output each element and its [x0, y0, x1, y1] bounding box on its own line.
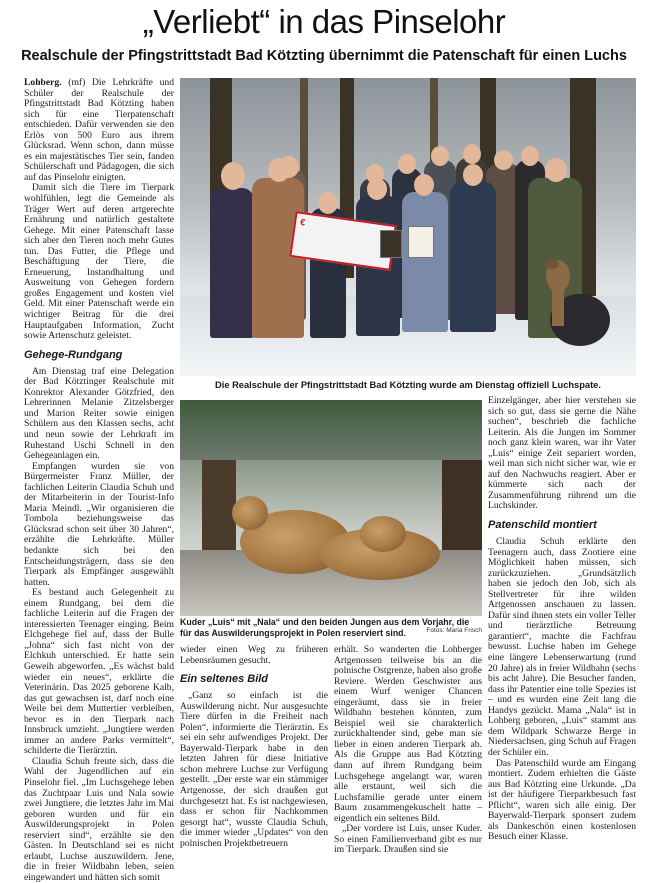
- lynx-photo: [180, 400, 482, 616]
- paragraph: [24, 78, 174, 183]
- paragraph: Empfangen wurden sie von Bürgermeister Franz Müller, der fachlichen Leiterin Claudia Schuh und der Mitarbeiterin in der Tourist-Info Maria Meindl. „Wir organisieren die Tombola beziehungsweise das Glücksrad schon seit über 30 Jahren“, erzählte die Lehrkräfte. Müller bedankte sich bei den Entscheidungsträgern, dass sie den Tierpark als Empfänger ausgewählt hatten.: [24, 460, 174, 588]
- person-head: [521, 146, 539, 166]
- photo-credit: Fotos: Maria Frisch: [426, 627, 482, 634]
- lynx-head: [232, 496, 268, 530]
- article-column-3: [334, 644, 482, 856]
- person: [450, 182, 496, 332]
- paragraph: Das Patenschild wurde am Eingang montiert. Zudem erhielten die Gäste aus Bad Kötzting eine Urkunde. „Da ist der häufigere Tierparkbesuch fast Pflicht“, waren sich alle einig. Der Bayerwald-Tierpark sponsert zudem als Dankeschön einen kostenlosen Besuch einer Klasse.: [488, 757, 636, 843]
- subheadline: Realschule der Pfingstrittstadt Bad Kötzting übernimmt die Patenschaft für einen Luchs: [21, 48, 627, 64]
- paragraph: Es bestand auch Gelegenheit zu einem Rundgang, bei dem die fachliche Leiterin auf die Fragen der interessierten Teenager einging. Beim Elchgehege fiel auf, dass der Bulle „Johna“ sich fast nicht von der Elchkuh unterschied. Er hatte sein Geweih abgeworfen. „Es wächst bald wieder ein neues“, erklärte die Veterinärin. Das 2025 geborene Kalb, das gut gewachsen ist, darf noch eine Weile bei dem Muttertier verbleiben, bevor es in den Tierpark nach Innsbruck umzieht. „Jungtiere werden immer an andere Parks vermittelt“, schilderte die Tierärztin.: [24, 587, 174, 757]
- person-head: [398, 154, 416, 174]
- section-heading: Gehege-Rundgang: [24, 348, 123, 361]
- lynx: [360, 516, 406, 552]
- person-head: [414, 174, 434, 196]
- person-head: [463, 144, 481, 164]
- article-column-1: [24, 77, 174, 883]
- section-heading: Ein seltenes Bild: [180, 673, 269, 686]
- article-column-2: [180, 645, 328, 850]
- paragraph: Einzelgänger, aber hier verstehen sie sich so gut, dass sie gerne die Nähe suchen“, beschrieb die fachliche Leiterin. Als die Jungen im Sommer noch ganz klein waren, war ihr Vater „Luis“ einige Zeit separiert worden, weil man sich nicht sicher war, wie er auf den Nachwuchs reagiert. Aber er kümmerte sich nach der Zusammenführung rührend um die Luchskinder.: [488, 395, 636, 512]
- paragraph-text: (mf) Die Lehrkräfte und Schüler der Realschule der Pfingstrittstadt Bad Kötzting haben sich für eine Tierpatenschaft entschieden. Dafür verwenden sie den Erlös von 500 Euro aus ihrem Glücksrad. Wenn schon, dann müsse es ein majestätisches Tier sein, fanden Schülerschaft und Pädagogen, die sich auf das Pinselohr einigten.: [24, 77, 174, 183]
- photo-caption: Die Realschule der Pfingstrittstadt Bad Kötzting wurde am Dienstag offiziell Luchspate.: [215, 380, 601, 390]
- person: [402, 192, 448, 332]
- photo-caption: Kuder „Luis“ mit „Nala“ und den beiden Jungen aus dem Vorjahr, die für das Auswilderungsprojekt in Polen reserviert sind.: [180, 617, 470, 638]
- paragraph: erhält. So wanderten die Lohberger Artgenossen teilweise bis an die polnische Ostgrenze, haben also große Reviere. Werden Geschwister aus einem Wurf weniger Chancen eingeräumt, dass sie in freier Wildbahn bestehen könnten, zum Beispiel weil sie charakterlich zurückhaltender sind, gebe man sie lieber in einen anderen Tierpark ab. Als die Gruppe aus Bad Kötzting dann auf ihrem Rundgang beim Luchsgehege angelangt war, waren alle erstaunt, weil sich die Luchsfamilie gerade unter einem Baum zusammengekuschelt hatte – eigentlich ein seltenes Bild.: [334, 644, 482, 824]
- person-head: [221, 162, 245, 190]
- headline: „Verliebt“ in das Pinselohr: [142, 3, 506, 40]
- person: [252, 178, 304, 338]
- certificate: [380, 230, 402, 258]
- paragraph: Claudia Schuh erklärte den Teenagern auch, dass Zootiere eine Möglichkeit haben müssen, sich zurückzuziehen. „Grundsätzlich haben sie jedoch den Job, sich als Stellvertreter für ihre wilden Artgenossen anschauen zu lassen. Dafür sind ihnen stets ein voller Teller und tierärztliche Betreuung garantiert“, machte die Fachfrau bewusst. Luchse haben im Gehege eine längere Lebenserwartung (rund 20 Jahre) als in freier Wildbahn (sechs bis acht Jahre). Die Besucher fanden, dass ihr Patentier eine tolle Spezies ist – und es wurden eine Zeit lang die Handys gezückt. Mama „Nala“ ist in Lohberg geboren, „Luis“ stammt aus dem Wildpark Schwarze Berge in Niedersachsen, ging Schuh auf Fragen der Schüler ein.: [488, 536, 636, 758]
- dateline: Lohberg.: [24, 77, 62, 88]
- person-head: [545, 158, 567, 182]
- paragraph: Claudia Schuh freute sich, dass die Wahl der Jugendlichen auf ein Pinselohr fiel. „Im Luchsgehege leben das Zuchtpaar Luis und Nala sowie zwei Jungtiere, die letztes Jahr im Mai geboren wurden und für ein Auswilderungsprojekt in Polen reserviert sind“, erzählte sie den Gästen. In Deutschland sei es nicht erlaubt, Luchse auszuwildern. Jene, die in freier Wildbahn leben, seien eingewandert und hätten sich somit: [24, 755, 174, 883]
- paragraph: „Ganz so einfach ist die Auswilderung nicht. Nur ausgesuchte Tiere dürfen in die Freiheit nach Polen“, informierte die Tierärztin. Es sei ein sehr aufwendiges Projekt. Der Bayerwald-Tierpark habe in den letzten Jahren für diese Initiative schon mehrere Luchse zur Verfügung gestellt. „Der erste war ein stämmiger Artgenosse, der sich draußen gut durchgesetzt hat. Es ist nachgewiesen, dass er schon für Nachkommen gesorgt hat“, wusste Claudia Schuh, die immer wieder „Updates“ von den polnischen Projektbetreuern: [180, 690, 328, 849]
- person-head: [318, 192, 338, 214]
- person-head: [463, 164, 483, 186]
- person-head: [367, 178, 387, 200]
- section-heading: Patenschild montiert: [488, 519, 597, 532]
- paragraph: Am Dienstag traf eine Delegation der Bad Kötztinger Realschule mit Konrektor Alexander Götzfried, den Lehrerinnen Melanie Zitzelsberger und Marion Reiter sowie einigen Schülern aus den Klassen sechs, acht und neun sowie der Lehrkraft im Ruhestand Uschi Schnell in den Gehegeanlagen ein.: [24, 365, 174, 462]
- article-column-4: [488, 396, 636, 850]
- certificate: [408, 226, 434, 258]
- paragraph: wieder einen Weg zu früheren Lebensräumen gesucht.: [180, 644, 328, 666]
- dog-illustration: [536, 236, 616, 356]
- banner-text: €: [299, 216, 306, 228]
- paragraph: Damit sich die Tiere im Tierpark wohlfühlen, legt die Gemeinde als Träger Wert auf deren artgerechte Ernährung und natürlich gestaltete Gehege. Mit einer Patenschaft lasse sich aber den Tieren noch mehr Gutes tun. Das Futter, die Pflege und Beschäftigung der Tiere, die Erneuerung, Instandhaltung und Ausweitung von Gehegen fordern großes Engagement und kosten viel Geld. Mit einer Patenschaft werde ein wichtiger Beitrag für die drei Hauptaufgaben Information, Zucht sowie Artenschutz geleistet.: [24, 182, 174, 342]
- person-head: [431, 146, 449, 166]
- person-head: [268, 158, 290, 182]
- person-head: [494, 150, 513, 170]
- pine-branches: [180, 400, 482, 460]
- paragraph: „Der vordere ist Luis, unser Kuder. So einen Familienverband gibt es nur im Tierpark. Draußen sind sie: [334, 823, 482, 856]
- person: [210, 188, 254, 338]
- group-photo: [180, 78, 636, 376]
